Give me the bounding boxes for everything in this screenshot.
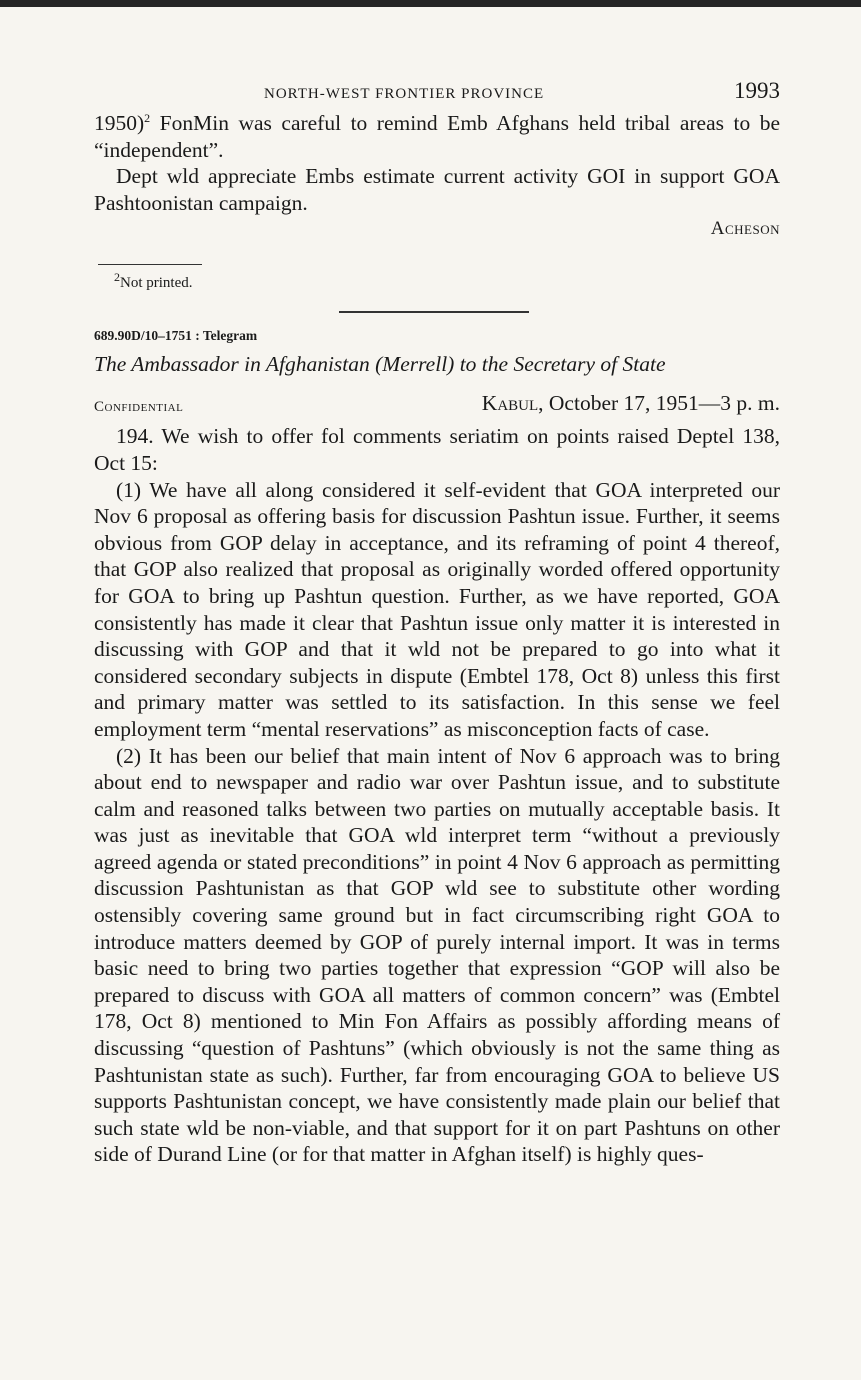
footnote-rule <box>98 264 202 265</box>
classification: Confidential <box>94 399 184 416</box>
previous-document-paragraph: Dept wld appreciate Embs estimate current activity GOI in support GOA Pashtoonistan campaign. <box>94 164 780 215</box>
document-page <box>94 76 780 1168</box>
page-number: 1993 <box>734 78 780 103</box>
document-separator <box>339 311 529 313</box>
previous-document-paragraph <box>94 110 780 163</box>
body-paragraph: (2) It has been our belief that main intent of Nov 6 approach was to bring about end to newspaper and radio war over Pashtun issue, and to substitute calm and reasoned talks between two parties on mutually acceptable basis. It was just as inevitable that GOA wld interpret term “without a previously agreed agenda or stated preconditions” in point 4 Nov 6 approach as permitting discussion Pashtunistan as that GOP wld see to substitute other wording ostensibly covering same ground but in fact circumscribing right GOA to introduce matters deemed by GOP of purely internal import. It was in terms basic need to bring two parties together that expression “GOP will also be prepared to discuss with GOA all matters of common concern” was (Embtel 178, Oct 8) mentioned to Min Fon Affairs as possibly affording means of discussing “question of Pashtuns” (which obviously is not the same thing as Pashtunistan state as such). Further, far from encouraging GOA to believe US supports Pashtunistan concept, we have consistently made plain our belief that such state wld be non-viable, and that support for it on part Pashtuns on other side of Durand Line (or for that matter in Afghan itself) is highly ques- <box>94 743 780 1167</box>
dateline <box>482 391 780 416</box>
footnote-marker: 2 <box>114 270 120 285</box>
footnote <box>114 270 780 292</box>
dateline-place: Kabul <box>481 391 539 416</box>
paragraph-text: FonMin was careful to remind Emb Afghans held tribal areas to be “independent”. <box>94 111 780 162</box>
footnote-text: Not printed. <box>120 275 193 292</box>
paragraph-text: 1950) <box>94 111 145 135</box>
body-paragraph: 194. We wish to offer fol comments seriatim on points raised Deptel 138, Oct 15: <box>94 424 780 475</box>
file-reference: 689.90D/10–1751 : Telegram <box>94 328 258 344</box>
footnote-reference: 2 <box>144 110 151 125</box>
page-top-edge <box>0 0 861 7</box>
signature: Acheson <box>710 218 780 240</box>
body-paragraph: (1) We have all along considered it self-evident that GOA interpreted our Nov 6 proposal as offering basis for discussion Pashtun issue. Further, it seems obvious from GOP delay in acceptance, and its reframing of point 4 thereof, that GOP also realized that proposal as originally worded offered opportunity for GOA to bring up Pashtun question. Further, as we have reported, GOA consistently has made it clear that Pashtun issue only matter it is interested in discussing with GOP and that it wld not be prepared to go into what it considered secondary subjects in dispute (Embtel 178, Oct 8) unless this first and primary matter was settled to its satisfaction. In this sense we feel employment term “mental reservations” as misconception facts of case. <box>94 477 780 741</box>
running-head: NORTH-WEST FRONTIER PROVINCE <box>264 86 545 102</box>
telegram-body <box>94 423 780 1168</box>
dateline-date: , October 17, 1951—3 p. m. <box>538 391 780 416</box>
document-title: The Ambassador in Afghanistan (Merrell) to the Secretary of State <box>94 352 666 377</box>
page-header <box>94 76 780 110</box>
dateline-row <box>94 391 780 421</box>
